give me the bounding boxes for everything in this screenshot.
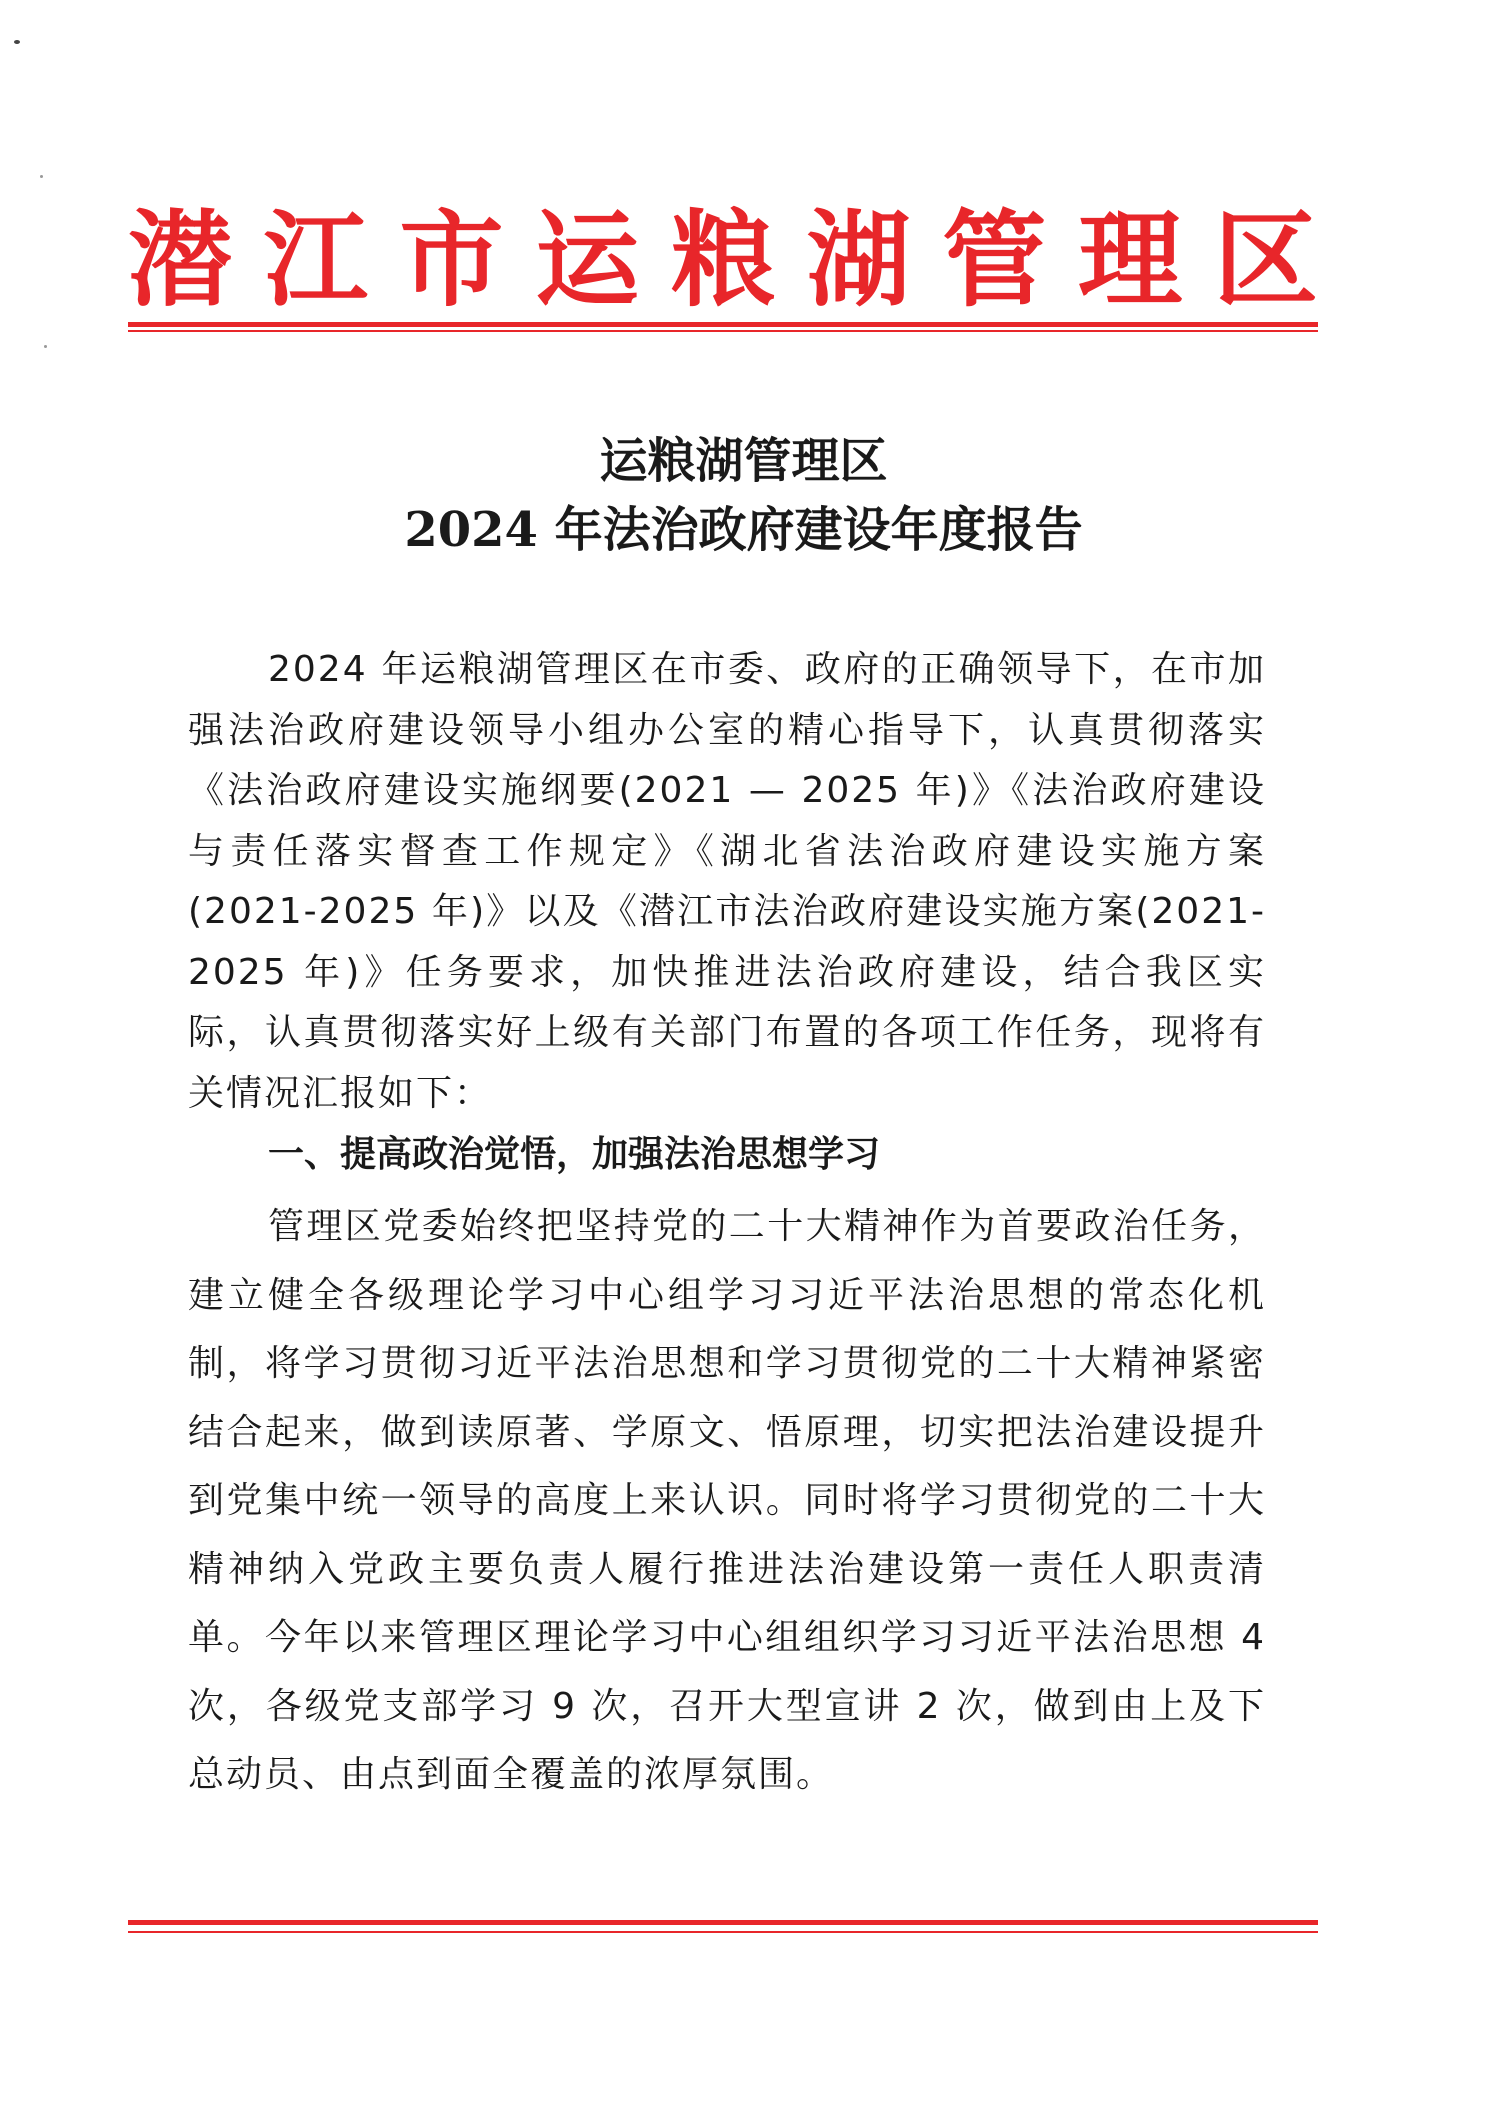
masthead-char: 管 [942, 198, 1047, 321]
masthead-char: 江 [263, 198, 368, 321]
scan-speck [14, 40, 20, 44]
masthead-char: 理 [1078, 198, 1183, 321]
intro-paragraph: 2024 年运粮湖管理区在市委、政府的正确领导下，在市加强法治政府建设领导小组办公室的精心指导下，认真贯彻落实《法治政府建设实施纲要(2021 — 2025 年)》《法治政府建设与责任落实督查工作规定》《湖北省法治政府建设实施方案(2021-2025 年)》以及《潜江市法治政府建设实施方案(2021-2025 年)》任务要求，加快推进法治政府建设，结合我区实际，认真贯彻落实好上级有关部门布置的各项工作任务，现将有关情况汇报如下： [188, 649, 1266, 1114]
document-title-line-1: 运粮湖管理区 [599, 433, 888, 489]
masthead-char: 市 [399, 198, 504, 321]
red-masthead [128, 200, 1318, 320]
section-paragraph: 管理区党委始终把坚持党的二十大精神作为首要政治任务，建立健全各级理论学习中心组学习习近平法治思想的常态化机制，将学习贯彻习近平法治思想和学习贯彻党的二十大精神紧密结合起来，做到读原著、学原文、悟原理，切实把法治建设提升到党集中统一领导的高度上来认识。同时将学习贯彻党的二十大精神纳入党政主要负责人履行推进法治建设第一责任人职责清单。今年以来管理区理论学习中心组组织学习习近平法治思想 4 次，各级党支部学习 9 次，召开大型宣讲 2 次，做到由上及下总动员、由点到面全覆盖的浓厚氛围。 [188, 1206, 1266, 1795]
masthead-char: 区 [1213, 198, 1318, 321]
footer-divider [128, 1920, 1318, 1925]
footer-divider-thin [128, 1931, 1318, 1933]
masthead-char: 粮 [670, 198, 775, 321]
masthead-divider-thin [128, 330, 1318, 332]
masthead-divider [128, 322, 1318, 327]
scan-speck [40, 175, 43, 178]
masthead-char: 湖 [806, 198, 911, 321]
section-heading: 一、提高政治觉悟，加强法治思想学习 [268, 1134, 881, 1175]
masthead-char: 运 [535, 198, 640, 321]
masthead-char: 潜 [128, 198, 233, 321]
scan-speck [44, 345, 47, 348]
document-title-line-2: 2024 年法治政府建设年度报告 [404, 502, 1083, 558]
